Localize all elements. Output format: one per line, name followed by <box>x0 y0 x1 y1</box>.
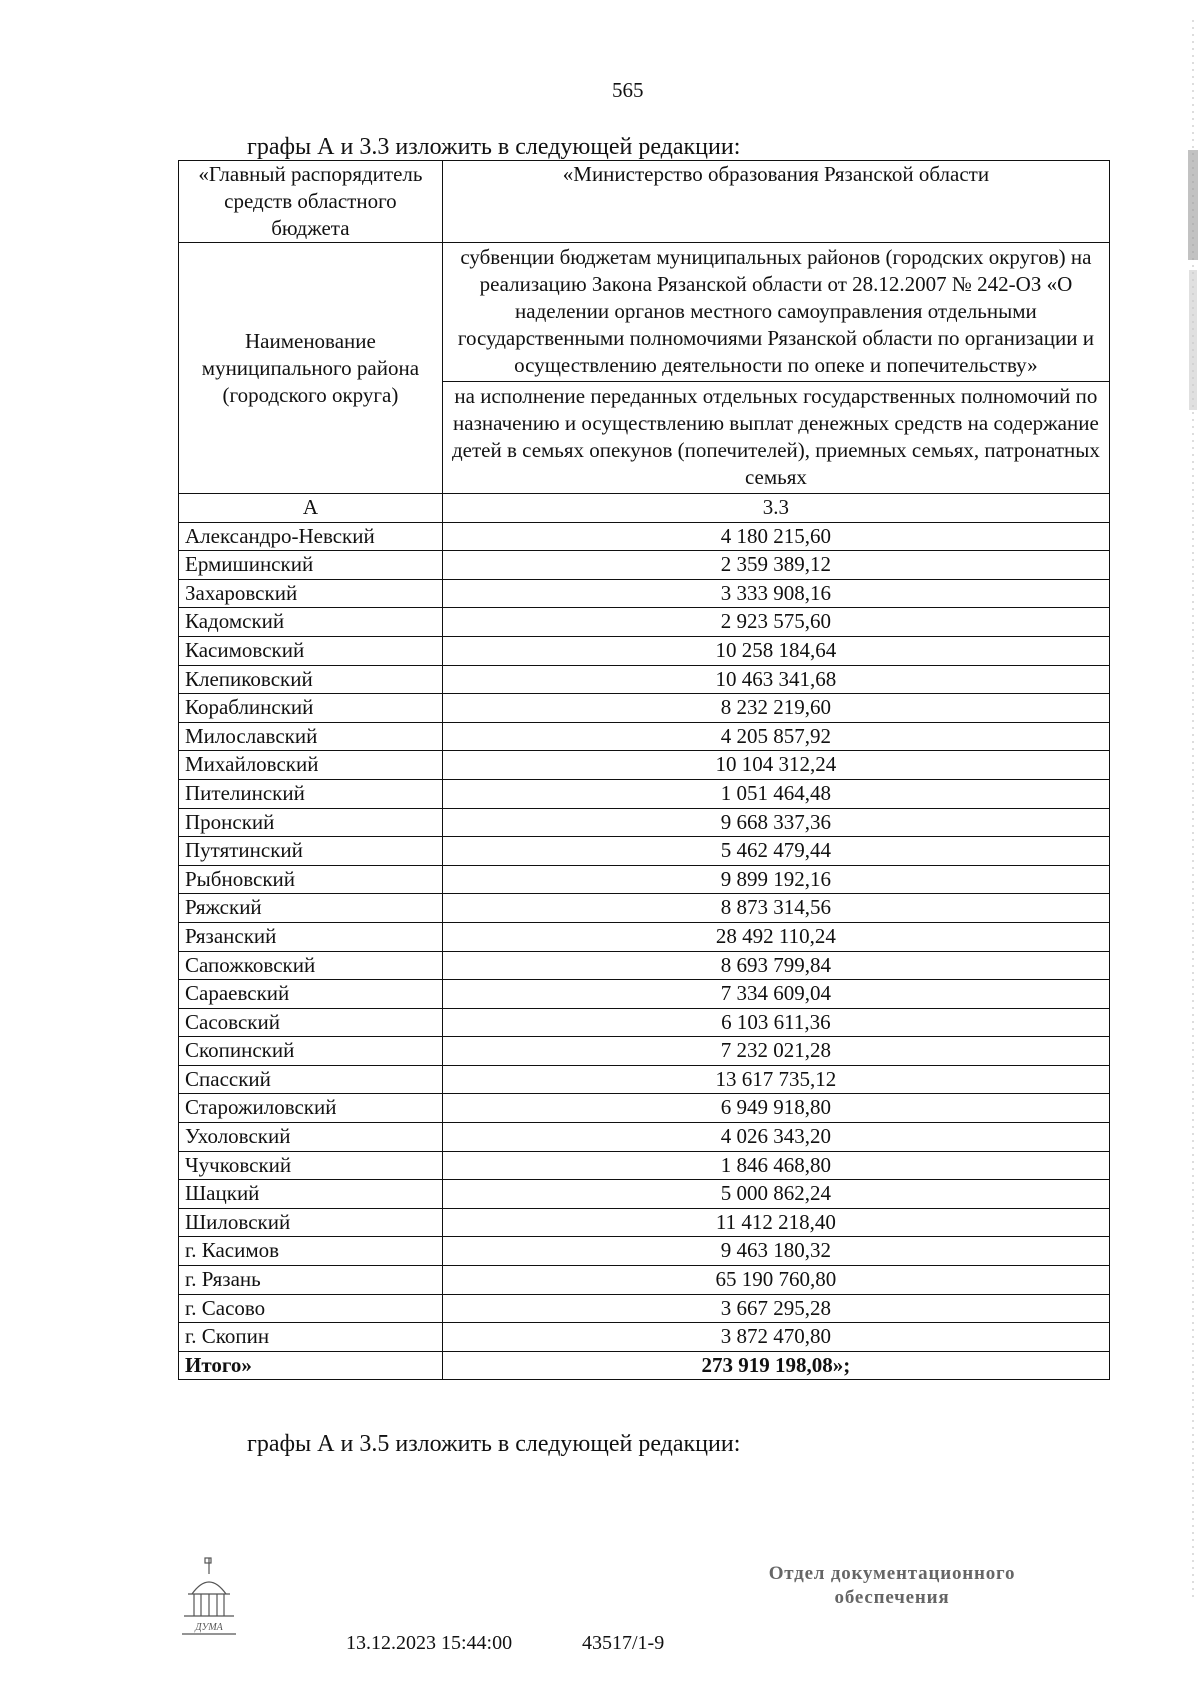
table-row <box>179 951 1110 980</box>
table-row <box>179 751 1110 780</box>
footer-datetime: 13.12.2023 15:44:00 <box>346 1632 513 1654</box>
table-row <box>179 608 1110 637</box>
table-row <box>179 1266 1110 1295</box>
district-name: Кораблинский <box>179 694 443 723</box>
district-name: Шиловский <box>179 1208 443 1237</box>
col-a-label: А <box>179 494 443 523</box>
district-value: 7 232 021,28 <box>442 1037 1109 1066</box>
logo-text: ДУМА <box>195 1622 223 1633</box>
district-name: Александро-Невский <box>179 522 443 551</box>
district-value: 2 359 389,12 <box>442 551 1109 580</box>
district-value: 5 000 862,24 <box>442 1180 1109 1209</box>
district-value: 8 232 219,60 <box>442 694 1109 723</box>
table-row <box>179 1208 1110 1237</box>
district-value: 28 492 110,24 <box>442 922 1109 951</box>
total-value: 273 919 198,08»; <box>442 1351 1109 1380</box>
table-row <box>179 1294 1110 1323</box>
district-value: 4 205 857,92 <box>442 722 1109 751</box>
table-row <box>179 865 1110 894</box>
table-row <box>179 694 1110 723</box>
table-row <box>179 1237 1110 1266</box>
table-row <box>179 1151 1110 1180</box>
table-row <box>179 837 1110 866</box>
table-row <box>179 1037 1110 1066</box>
district-name: Ермишинский <box>179 551 443 580</box>
district-name: Пителинский <box>179 779 443 808</box>
budget-table <box>178 160 1110 1380</box>
district-name: Ухоловский <box>179 1123 443 1152</box>
table-row <box>179 980 1110 1009</box>
district-name: г. Касимов <box>179 1237 443 1266</box>
district-value: 9 668 337,36 <box>442 808 1109 837</box>
subvention-text: субвенции бюджетам муниципальных районов (городских округов) на реализацию Закона Рязанской области от 28.12.2007 № 242-ОЗ «О наделении органов местного самоуправления отдельными государственными полномочиями Рязанской области по организации и осуществлению деятельности по опеке и попечительству» <box>442 243 1109 382</box>
district-name: Милославский <box>179 722 443 751</box>
district-name: Кадомский <box>179 608 443 637</box>
district-name: Рязанский <box>179 922 443 951</box>
district-name: Спасский <box>179 1065 443 1094</box>
district-value: 6 103 611,36 <box>442 1008 1109 1037</box>
purpose-text: на исполнение переданных отдельных государственных полномочий по назначению и осуществлению выплат денежных средств на содержание детей в семьях опекунов (попечителей), приемных семьях, патронатных семьях <box>442 382 1109 494</box>
district-value: 9 899 192,16 <box>442 865 1109 894</box>
district-name: г. Сасово <box>179 1294 443 1323</box>
district-value: 1 051 464,48 <box>442 779 1109 808</box>
district-value: 1 846 468,80 <box>442 1151 1109 1180</box>
col-b-label: 3.3 <box>442 494 1109 523</box>
district-value: 13 617 735,12 <box>442 1065 1109 1094</box>
footer-doc-number: 43517/1-9 <box>582 1632 665 1654</box>
subvention-row <box>179 243 1110 382</box>
table-row <box>179 808 1110 837</box>
scan-edge-artifact <box>1186 0 1200 1695</box>
district-value: 3 872 470,80 <box>442 1323 1109 1352</box>
district-name: Касимовский <box>179 636 443 665</box>
district-name: Скопинский <box>179 1037 443 1066</box>
total-row <box>179 1351 1110 1380</box>
district-value: 10 463 341,68 <box>442 665 1109 694</box>
district-value: 65 190 760,80 <box>442 1266 1109 1295</box>
district-name: Рыбновский <box>179 865 443 894</box>
district-value: 4 180 215,60 <box>442 522 1109 551</box>
outro-text: графы А и 3.5 изложить в следующей редакции: <box>247 1431 741 1457</box>
table-row <box>179 894 1110 923</box>
district-value: 8 873 314,56 <box>442 894 1109 923</box>
table-row <box>179 1094 1110 1123</box>
main-admin-label: «Главный распорядитель средств областного бюджета <box>179 161 443 243</box>
table-row <box>179 722 1110 751</box>
table-row <box>179 1323 1110 1352</box>
district-value: 11 412 218,40 <box>442 1208 1109 1237</box>
intro-text: графы А и 3.3 изложить в следующей редакции: <box>247 134 741 160</box>
stamp-line-2: обеспечения <box>834 1587 950 1608</box>
table-row <box>179 636 1110 665</box>
district-name: Клепиковский <box>179 665 443 694</box>
district-value: 6 949 918,80 <box>442 1094 1109 1123</box>
district-name: Сасовский <box>179 1008 443 1037</box>
main-admin-value: «Министерство образования Рязанской области <box>442 161 1109 243</box>
district-name: г. Скопин <box>179 1323 443 1352</box>
district-name: Шацкий <box>179 1180 443 1209</box>
district-value: 10 258 184,64 <box>442 636 1109 665</box>
table-row <box>179 1065 1110 1094</box>
table-row <box>179 922 1110 951</box>
main-admin-row <box>179 161 1110 243</box>
table-row <box>179 1008 1110 1037</box>
district-name: Чучковский <box>179 1151 443 1180</box>
stamp-line-1: Отдел документационного <box>768 1563 1016 1584</box>
total-label: Итого» <box>179 1351 443 1380</box>
table-row <box>179 551 1110 580</box>
table-row <box>179 522 1110 551</box>
district-name: Пронский <box>179 808 443 837</box>
district-name: Захаровский <box>179 579 443 608</box>
district-value: 8 693 799,84 <box>442 951 1109 980</box>
district-name: г. Рязань <box>179 1266 443 1295</box>
district-name: Сараевский <box>179 980 443 1009</box>
name-label: Наименование муниципального района (городского округа) <box>179 243 443 494</box>
district-value: 10 104 312,24 <box>442 751 1109 780</box>
table-row <box>179 1180 1110 1209</box>
district-value: 3 333 908,16 <box>442 579 1109 608</box>
table-row <box>179 579 1110 608</box>
page-number: 565 <box>612 78 644 102</box>
column-index-row <box>179 494 1110 523</box>
table-row <box>179 665 1110 694</box>
district-name: Сапожковский <box>179 951 443 980</box>
district-value: 3 667 295,28 <box>442 1294 1109 1323</box>
district-name: Старожиловский <box>179 1094 443 1123</box>
district-value: 7 334 609,04 <box>442 980 1109 1009</box>
district-value: 4 026 343,20 <box>442 1123 1109 1152</box>
department-stamp <box>732 1562 1052 1610</box>
district-name: Путятинский <box>179 837 443 866</box>
duma-logo-icon <box>178 1554 240 1644</box>
district-name: Михайловский <box>179 751 443 780</box>
district-value: 9 463 180,32 <box>442 1237 1109 1266</box>
district-value: 2 923 575,60 <box>442 608 1109 637</box>
table-row <box>179 1123 1110 1152</box>
table-row <box>179 779 1110 808</box>
district-name: Ряжский <box>179 894 443 923</box>
district-value: 5 462 479,44 <box>442 837 1109 866</box>
